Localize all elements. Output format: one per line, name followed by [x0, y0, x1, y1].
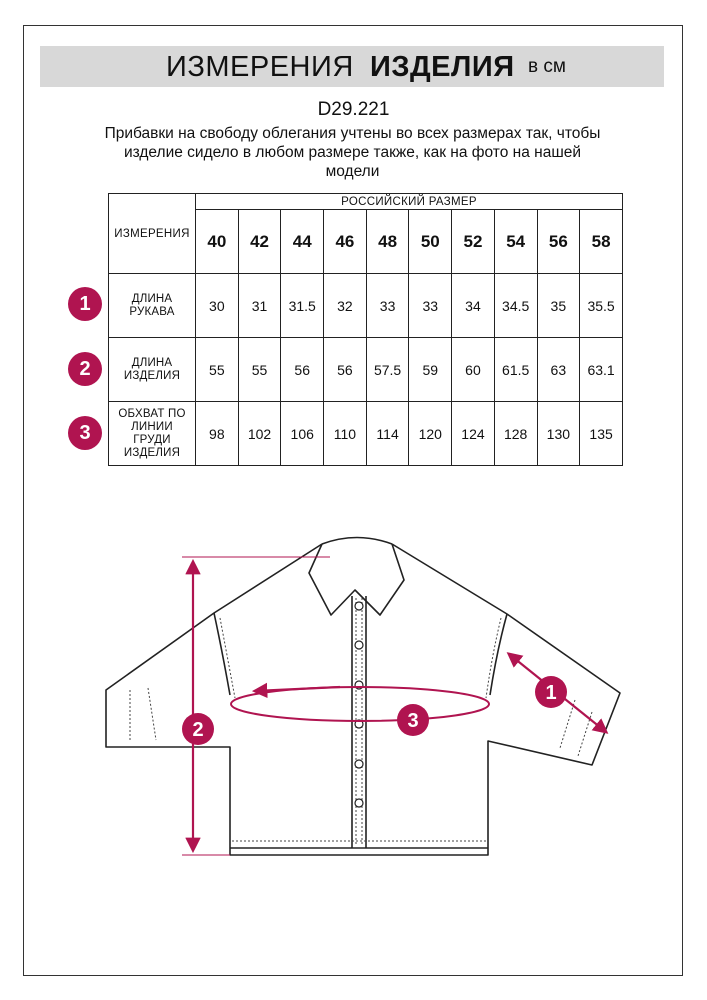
value-cell: 34 [452, 274, 495, 338]
value-cell: 57.5 [366, 338, 409, 402]
badge-3: 3 [68, 416, 102, 450]
size-cell: 56 [537, 210, 580, 274]
value-cell: 59 [409, 338, 452, 402]
value-cell: 56 [324, 338, 367, 402]
size-cell: 52 [452, 210, 495, 274]
value-cell: 124 [452, 402, 495, 466]
value-cell: 63.1 [580, 338, 623, 402]
note-line: изделие сидело в любом размере также, как на фото на нашей [123, 144, 582, 161]
value-cell: 56 [281, 338, 324, 402]
value-cell: 33 [366, 274, 409, 338]
value-cell: 102 [238, 402, 281, 466]
note-line: модели [325, 163, 380, 180]
measure-header: ИЗМЕРЕНИЯ [109, 194, 196, 274]
value-cell: 98 [196, 402, 239, 466]
measure-guides [182, 557, 606, 855]
marker-1: 1 [545, 682, 557, 704]
value-cell: 135 [580, 402, 623, 466]
value-cell: 33 [409, 274, 452, 338]
size-cell: 54 [494, 210, 537, 274]
value-cell: 31 [238, 274, 281, 338]
value-cell: 114 [366, 402, 409, 466]
value-cell: 61.5 [494, 338, 537, 402]
value-cell: 60 [452, 338, 495, 402]
size-cell: 48 [366, 210, 409, 274]
chest-ellipse [231, 687, 489, 721]
size-cell: 40 [196, 210, 239, 274]
value-cell: 35 [537, 274, 580, 338]
value-cell: 110 [324, 402, 367, 466]
size-cell: 58 [580, 210, 623, 274]
badge-2: 2 [68, 352, 102, 386]
value-cell: 120 [409, 402, 452, 466]
value-cell: 35.5 [580, 274, 623, 338]
marker-2: 2 [192, 719, 204, 741]
title-measurements: ИЗМЕРЕНИЯ [166, 51, 354, 83]
row-label-length: ДЛИНА ИЗДЕЛИЯ [109, 338, 196, 402]
value-cell: 31.5 [281, 274, 324, 338]
value-cell: 130 [537, 402, 580, 466]
row-label-chest: ОБХВАТ ПО ЛИНИИ ГРУДИ ИЗДЕЛИЯ [109, 402, 196, 466]
value-cell: 106 [281, 402, 324, 466]
badge-1: 1 [68, 287, 102, 321]
row-label-sleeve: ДЛИНА РУКАВА [109, 274, 196, 338]
value-cell: 55 [196, 338, 239, 402]
value-cell: 55 [238, 338, 281, 402]
title-unit: в см [528, 56, 566, 77]
value-cell: 128 [494, 402, 537, 466]
size-cell: 46 [324, 210, 367, 274]
size-header: РОССИЙСКИЙ РАЗМЕР [196, 194, 623, 210]
value-cell: 63 [537, 338, 580, 402]
size-cell: 50 [409, 210, 452, 274]
value-cell: 32 [324, 274, 367, 338]
horizontal-arrow-icon [255, 687, 340, 691]
note-line: Прибавки на свободу облегания учтены во всех размерах так, чтобы [104, 125, 601, 142]
marker-3: 3 [407, 710, 419, 732]
title-product: ИЗДЕЛИЯ [370, 51, 515, 83]
value-cell: 34.5 [494, 274, 537, 338]
product-code: D29.221 [317, 99, 390, 120]
value-cell: 30 [196, 274, 239, 338]
size-cell: 42 [238, 210, 281, 274]
button-icons [355, 602, 363, 807]
size-cell: 44 [281, 210, 324, 274]
